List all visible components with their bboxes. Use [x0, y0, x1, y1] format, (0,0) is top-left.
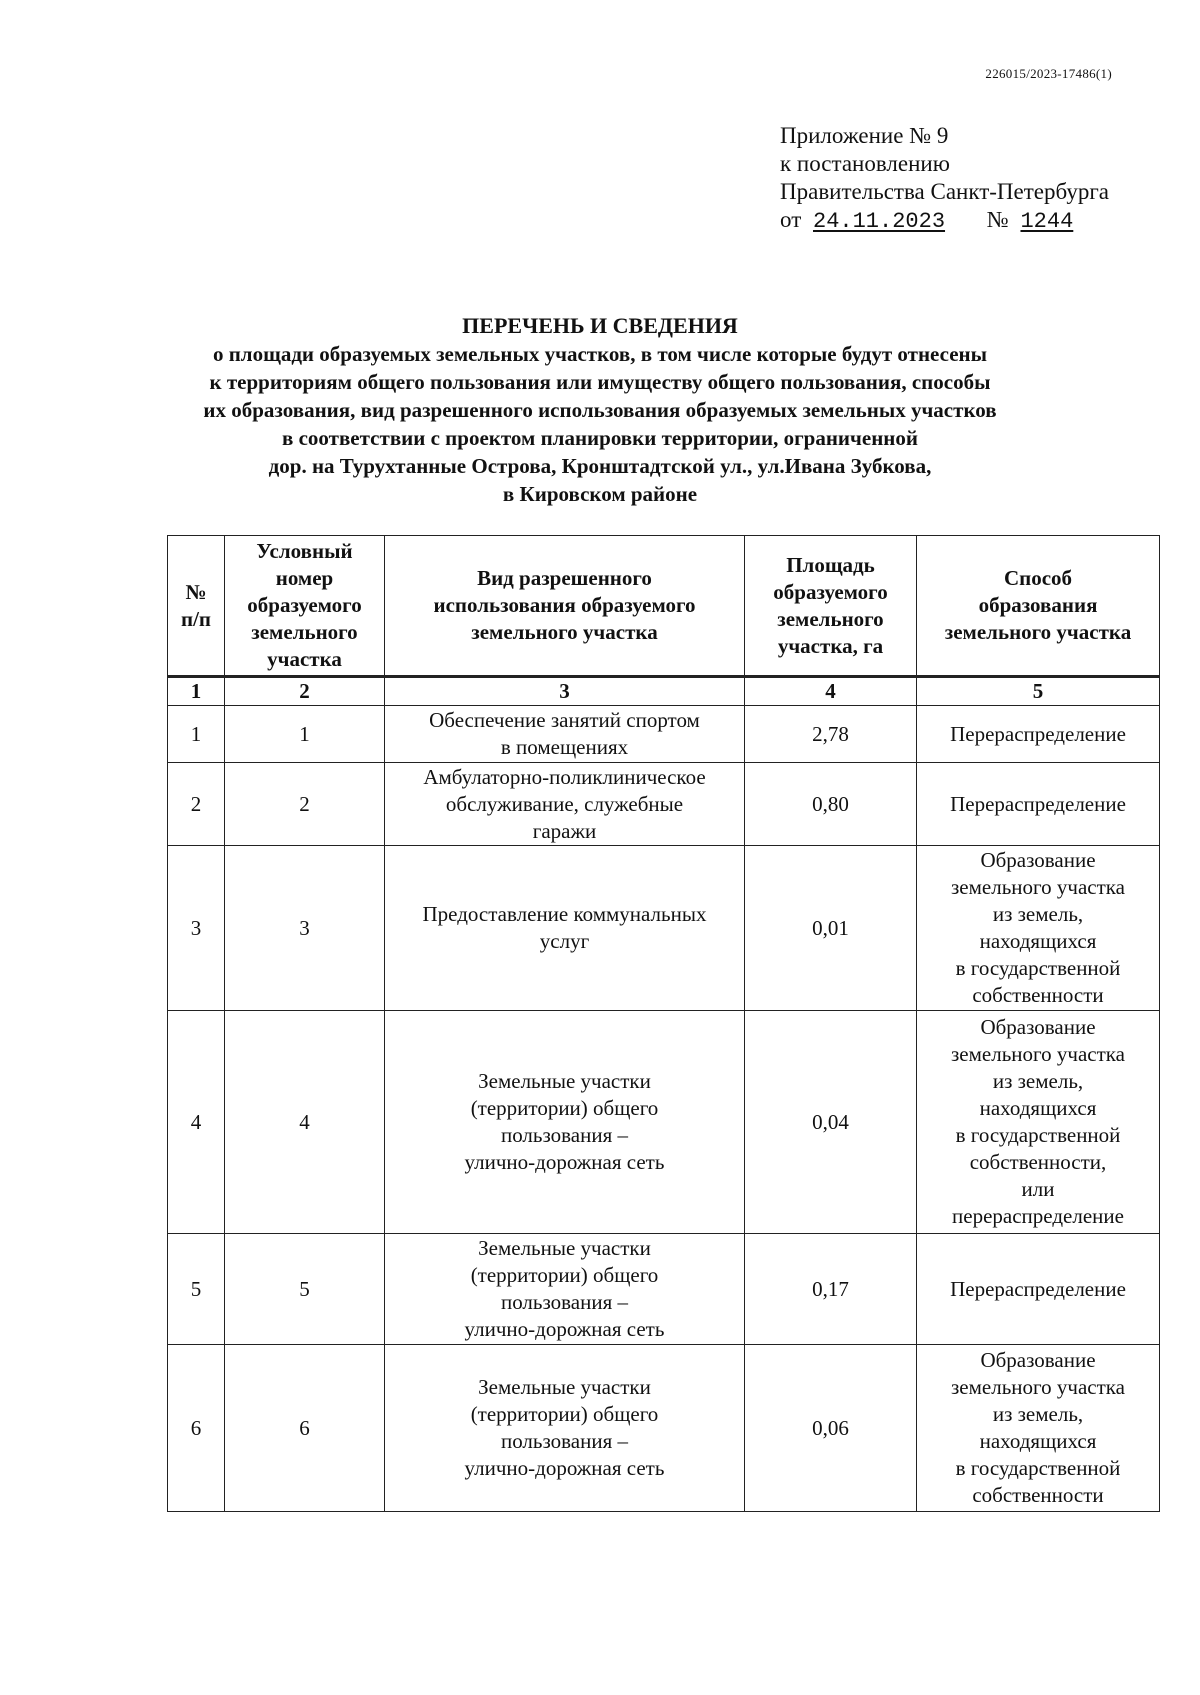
table-row	[168, 1011, 1160, 1234]
cell-conditional-number: 5	[225, 1234, 385, 1345]
title-line: их образования, вид разрешенного использования образуемых земельных участков	[203, 398, 997, 422]
cell-text-line: участка	[267, 647, 342, 671]
table-row	[168, 706, 1160, 763]
cell-area: 0,06	[745, 1345, 917, 1512]
appendix-authority: Правительства Санкт-Петербурга	[780, 179, 1109, 204]
cell-text-line: земельного участка	[951, 1042, 1125, 1066]
cell-text-line: (территории) общего	[470, 1402, 659, 1426]
cell-text-line: из земель,	[992, 1069, 1084, 1093]
cell-text-line: из земель,	[992, 902, 1084, 926]
cell-text-line: Земельные участки	[478, 1069, 651, 1093]
cell-text-line: Вид разрешенного	[477, 566, 652, 590]
cell-row-number: 1	[168, 706, 225, 763]
cell-text-line: Амбулаторно-поликлиническое	[423, 764, 706, 789]
decree-date: 24.11.2023	[813, 209, 946, 234]
cell-text-line: находящихся	[979, 929, 1097, 953]
cell-text-line: обслуживание, служебные	[445, 791, 684, 816]
cell-text-line: из земель,	[992, 1402, 1084, 1426]
column-number: 5	[917, 677, 1160, 706]
cell-row-number: 6	[168, 1345, 225, 1512]
cell-text-line: пользования –	[500, 1290, 629, 1314]
cell-text-line: земельного участка	[951, 875, 1125, 899]
cell-text-line: образуемого	[247, 593, 362, 617]
cell-conditional-number: 3	[225, 846, 385, 1011]
cell-conditional-number: 2	[225, 763, 385, 846]
cell-row-number: 4	[168, 1011, 225, 1234]
cell-permitted-use	[385, 846, 745, 1011]
cell-text-line: в помещениях	[500, 735, 629, 759]
table-row	[168, 846, 1160, 1011]
cell-formation-method	[917, 1011, 1160, 1234]
cell-text-line: улично-дорожная сеть	[464, 1456, 665, 1480]
cell-text-line: в государственной	[955, 1123, 1121, 1147]
cell-text-line: Перераспределение	[950, 1276, 1126, 1301]
header-area	[745, 536, 917, 677]
cell-area: 0,17	[745, 1234, 917, 1345]
header-row-number	[168, 536, 225, 677]
cell-area: 0,01	[745, 846, 917, 1011]
cell-row-number: 2	[168, 763, 225, 846]
cell-text-line: Земельные участки	[478, 1375, 651, 1399]
cell-formation-method	[917, 1234, 1160, 1345]
header-permitted-use	[385, 536, 745, 677]
title-line: в соответствии с проектом планировки территории, ограниченной	[282, 426, 918, 450]
cell-text-line: образования	[978, 593, 1098, 617]
cell-text-line: услуг	[539, 929, 590, 953]
cell-formation-method	[917, 763, 1160, 846]
cell-text-line: находящихся	[979, 1096, 1097, 1120]
table-row	[168, 763, 1160, 846]
appendix-ref: к постановлению	[780, 151, 950, 176]
cell-text-line: Образование	[980, 1348, 1096, 1372]
cell-formation-method	[917, 1345, 1160, 1512]
cell-text-line: собственности,	[969, 1150, 1107, 1174]
cell-text-line: собственности	[972, 1483, 1104, 1507]
cell-permitted-use	[385, 706, 745, 763]
cell-text-line: пользования –	[500, 1429, 629, 1453]
column-number-row	[168, 677, 1160, 706]
cell-row-number: 5	[168, 1234, 225, 1345]
appendix-header	[780, 122, 1109, 236]
cell-row-number: 3	[168, 846, 225, 1011]
cell-text-line: земельного участка	[471, 620, 658, 644]
cell-text-line: Площадь	[786, 552, 875, 577]
cell-permitted-use	[385, 1345, 745, 1512]
cell-permitted-use	[385, 1234, 745, 1345]
cell-text-line: пользования –	[500, 1123, 629, 1147]
cell-permitted-use	[385, 763, 745, 846]
cell-text-line: образуемого	[773, 579, 888, 604]
column-number: 2	[225, 677, 385, 706]
cell-text-line: Образование	[980, 848, 1096, 872]
cell-text-line: в государственной	[955, 1456, 1121, 1480]
cell-text-line: улично-дорожная сеть	[464, 1150, 665, 1174]
cell-text-line: №	[185, 579, 207, 604]
title-line: в Кировском районе	[502, 482, 698, 506]
cell-text-line: находящихся	[979, 1429, 1097, 1453]
decree-number: 1244	[1020, 209, 1074, 234]
cell-text-line: Предоставление коммунальных	[422, 902, 707, 926]
cell-text-line: (территории) общего	[470, 1263, 659, 1287]
column-number: 4	[745, 677, 917, 706]
cell-area: 0,80	[745, 763, 917, 846]
table-row	[168, 1234, 1160, 1345]
cell-permitted-use	[385, 1011, 745, 1234]
appendix-date-line	[780, 206, 1109, 236]
cell-text-line: (территории) общего	[470, 1096, 659, 1120]
document-title	[0, 312, 1200, 508]
cell-conditional-number: 1	[225, 706, 385, 763]
title-main: ПЕРЕЧЕНЬ И СВЕДЕНИЯ	[462, 313, 738, 338]
date-prefix: от	[780, 207, 802, 232]
cell-area: 2,78	[745, 706, 917, 763]
cell-formation-method	[917, 846, 1160, 1011]
cell-text-line: номер	[275, 566, 334, 590]
cell-text-line: участка, га	[777, 633, 884, 658]
cell-text-line: или	[1021, 1177, 1055, 1201]
cell-formation-method	[917, 706, 1160, 763]
cell-text-line: собственности	[972, 983, 1104, 1007]
cell-text-line: п/п	[180, 606, 212, 631]
cell-text-line: в государственной	[955, 956, 1121, 980]
cell-text-line: Обеспечение занятий спортом	[429, 708, 700, 732]
appendix-title: Приложение № 9	[780, 123, 949, 148]
cell-conditional-number: 4	[225, 1011, 385, 1234]
column-number: 3	[385, 677, 745, 706]
column-number: 1	[168, 677, 225, 706]
table-header-row	[168, 536, 1160, 677]
cell-conditional-number: 6	[225, 1345, 385, 1512]
cell-text-line: земельного участка	[944, 620, 1132, 644]
title-line: дор. на Турухтанные Острова, Кронштадтской ул., ул.Ивана Зубкова,	[268, 454, 932, 478]
cell-text-line: улично-дорожная сеть	[464, 1317, 665, 1341]
land-plots-table	[167, 535, 1160, 1512]
title-line: о площади образуемых земельных участков, в том числе которые будут отнесены	[212, 342, 988, 366]
cell-area: 0,04	[745, 1011, 917, 1234]
cell-text-line: Земельные участки	[478, 1236, 651, 1260]
number-prefix: №	[986, 207, 1009, 232]
header-conditional-number	[225, 536, 385, 677]
title-line: к территориям общего пользования или имуществу общего пользования, способы	[209, 370, 991, 394]
cell-text-line: Перераспределение	[950, 721, 1126, 746]
cell-text-line: Условный	[256, 539, 353, 563]
cell-text-line: гаражи	[532, 818, 597, 843]
cell-text-line: земельного	[777, 606, 884, 631]
cell-text-line: земельного участка	[951, 1375, 1125, 1399]
cell-text-line: перераспределение	[952, 1204, 1124, 1228]
header-formation-method	[917, 536, 1160, 677]
cell-text-line: Перераспределение	[950, 791, 1126, 816]
cell-text-line: земельного	[251, 620, 358, 644]
cell-text-line: Способ	[1003, 566, 1073, 590]
cell-text-line: Образование	[980, 1015, 1096, 1039]
document-id: 226015/2023-17486(1)	[985, 66, 1112, 81]
table-row	[168, 1345, 1160, 1512]
cell-text-line: использования образуемого	[433, 593, 696, 617]
